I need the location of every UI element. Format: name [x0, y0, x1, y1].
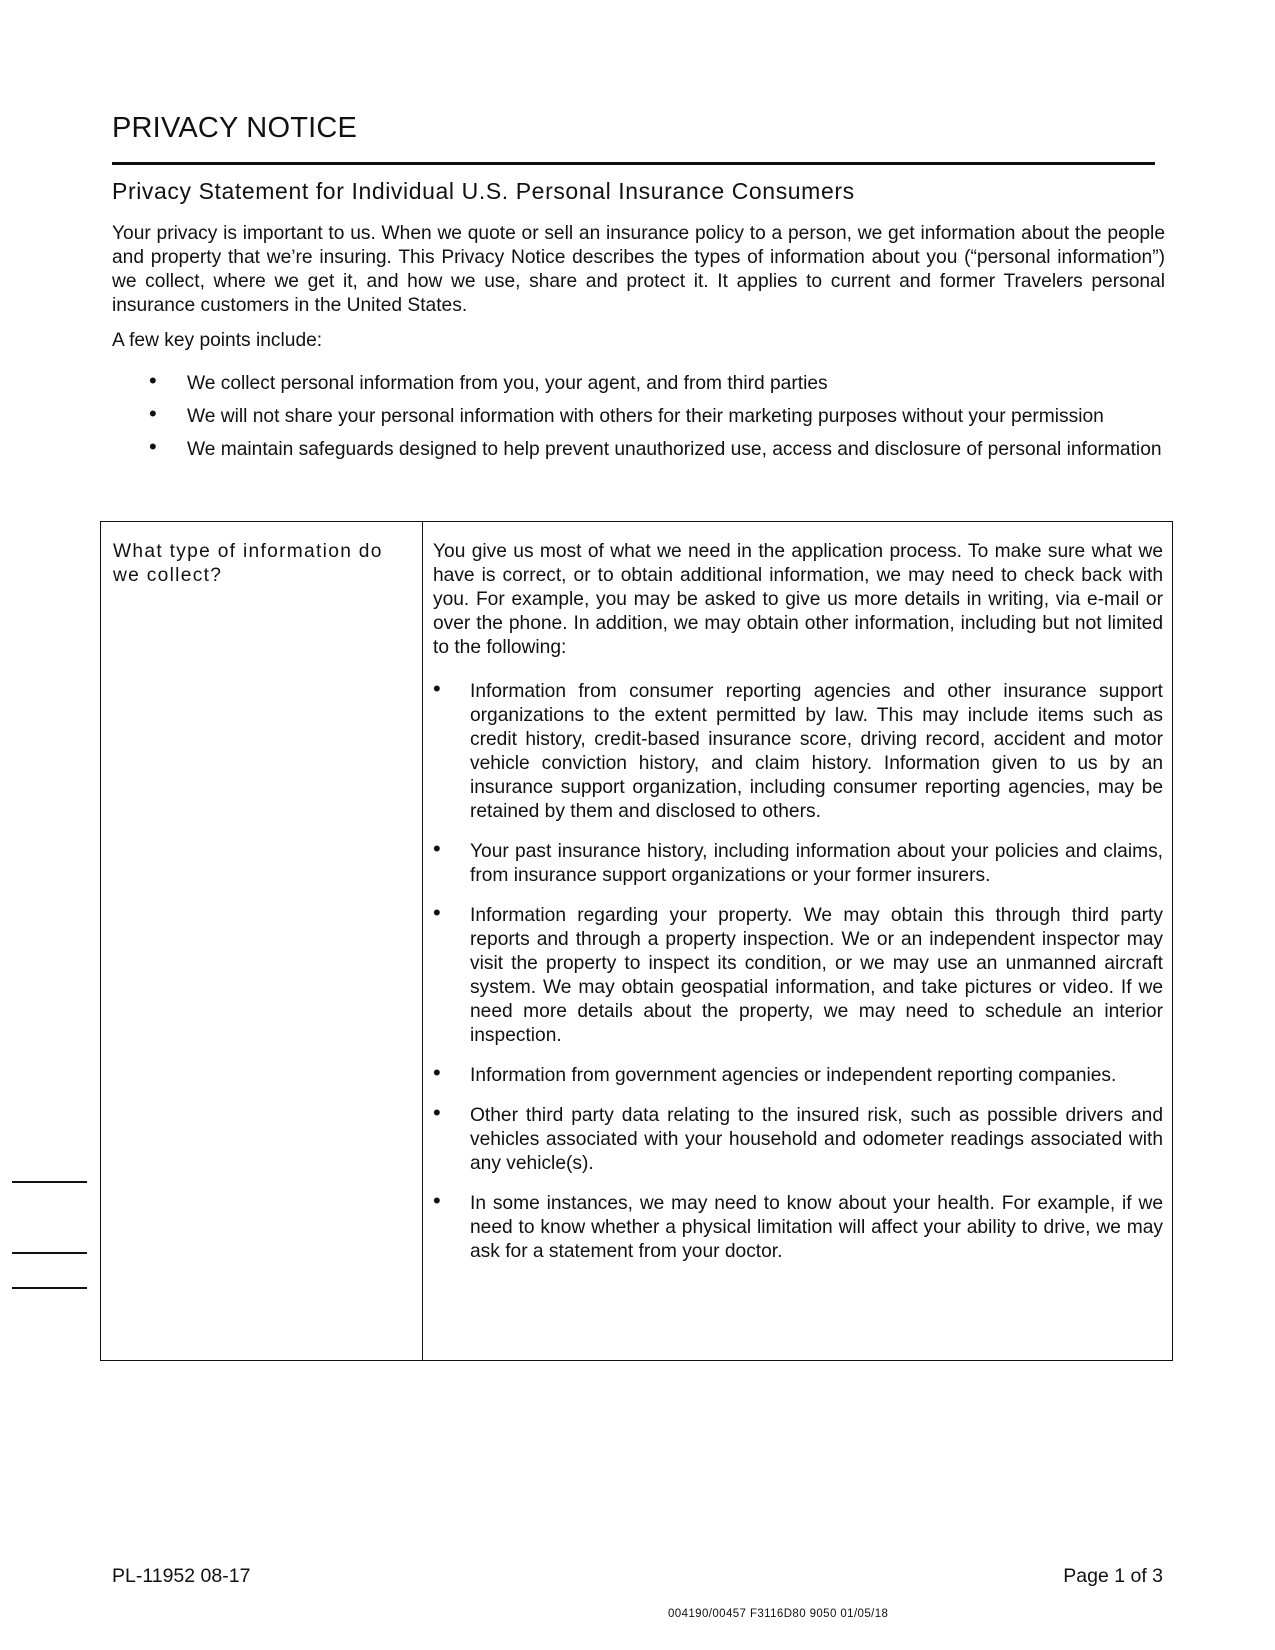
- key-point-text: We maintain safeguards designed to help prevent unauthorized use, access and disclosure of personal information: [187, 439, 1162, 460]
- margin-mark: [12, 1287, 87, 1289]
- column-divider: [422, 522, 423, 1360]
- document-code: 004190/00457 F3116D80 9050 01/05/18: [668, 1608, 889, 1620]
- bullet-icon: •: [149, 434, 157, 459]
- table-question: What type of information do we collect?: [113, 541, 383, 586]
- list-item: [433, 836, 1163, 888]
- form-number: PL-11952 08-17: [112, 1565, 251, 1587]
- list-item-text: Your past insurance history, including information about your policies and claims, from insurance support organizations or your former insurers.: [470, 841, 1163, 886]
- list-item: [433, 676, 1163, 824]
- answer-intro: You give us most of what we need in the application process. To make sure what we have is correct, or to obtain additional information, we may need to check back with you. For example, you may be asked to give us more details in writing, via e-mail or over the phone. In addition, we may obtain other information, including but not limited to the following:: [433, 541, 1163, 658]
- key-point-text: We collect personal information from you, your agent, and from third parties: [187, 373, 828, 394]
- key-point-item: [112, 368, 1165, 396]
- list-item-text: Other third party data relating to the insured risk, such as possible drivers and vehicles associated with your household and odometer readings associated with any vehicle(s).: [470, 1105, 1163, 1174]
- key-points-list: [112, 368, 1165, 471]
- list-item-text: In some instances, we may need to know about your health. For example, if we need to know whether a physical limitation will affect your ability to drive, we may ask for a statement from your doctor.: [470, 1193, 1163, 1262]
- bullet-icon: •: [433, 1100, 441, 1125]
- page-title: PRIVACY NOTICE: [112, 112, 358, 144]
- margin-mark: [12, 1252, 87, 1254]
- bullet-icon: •: [149, 368, 157, 393]
- collected-info-list: [433, 676, 1163, 1264]
- title-divider: [112, 162, 1155, 165]
- bullet-icon: •: [433, 836, 441, 861]
- page-subtitle: Privacy Statement for Individual U.S. Personal Insurance Consumers: [112, 178, 855, 204]
- list-item-text: Information from government agencies or independent reporting companies.: [470, 1065, 1117, 1086]
- list-item-text: Information from consumer reporting agencies and other insurance support organizations to the extent permitted by law. This may include items such as credit history, credit-based insurance score, driving record, accident and motor vehicle conviction history, and claim history. Information given to us by an insurance support organization, including consumer reporting agencies, may be retained by them and disclosed to others.: [470, 681, 1163, 822]
- table-answer: [433, 540, 1163, 1280]
- key-point-item: [112, 401, 1165, 429]
- list-item: [433, 1100, 1163, 1176]
- bullet-icon: •: [149, 401, 157, 426]
- key-point-text: We will not share your personal information with others for their marketing purposes without your permission: [187, 406, 1104, 427]
- key-points-label: A few key points include:: [112, 330, 323, 351]
- list-item: [433, 1188, 1163, 1264]
- bullet-icon: •: [433, 1060, 441, 1085]
- info-table: [100, 521, 1173, 1361]
- list-item: [433, 900, 1163, 1048]
- margin-mark: [12, 1181, 87, 1183]
- page-number: Page 1 of 3: [1063, 1565, 1163, 1587]
- bullet-icon: •: [433, 1188, 441, 1213]
- bullet-icon: •: [433, 676, 441, 701]
- list-item-text: Information regarding your property. We may obtain this through third party reports and through a property inspection. We or an independent inspector may visit the property to inspect its condition, or we may use an unmanned aircraft system. We may obtain geospatial information, and take pictures or video. If we need more details about the property, we may need to schedule an interior inspection.: [470, 905, 1163, 1046]
- intro-paragraph: Your privacy is important to us. When we quote or sell an insurance policy to a person, we get information about the people and property that we’re insuring. This Privacy Notice describes the types of information about you (“personal information”) we collect, where we get it, and how we use, share and protect it. It applies to current and former Travelers personal insurance customers in the United States.: [112, 223, 1165, 316]
- list-item: [433, 1060, 1163, 1088]
- key-point-item: [112, 434, 1165, 462]
- bullet-icon: •: [433, 900, 441, 925]
